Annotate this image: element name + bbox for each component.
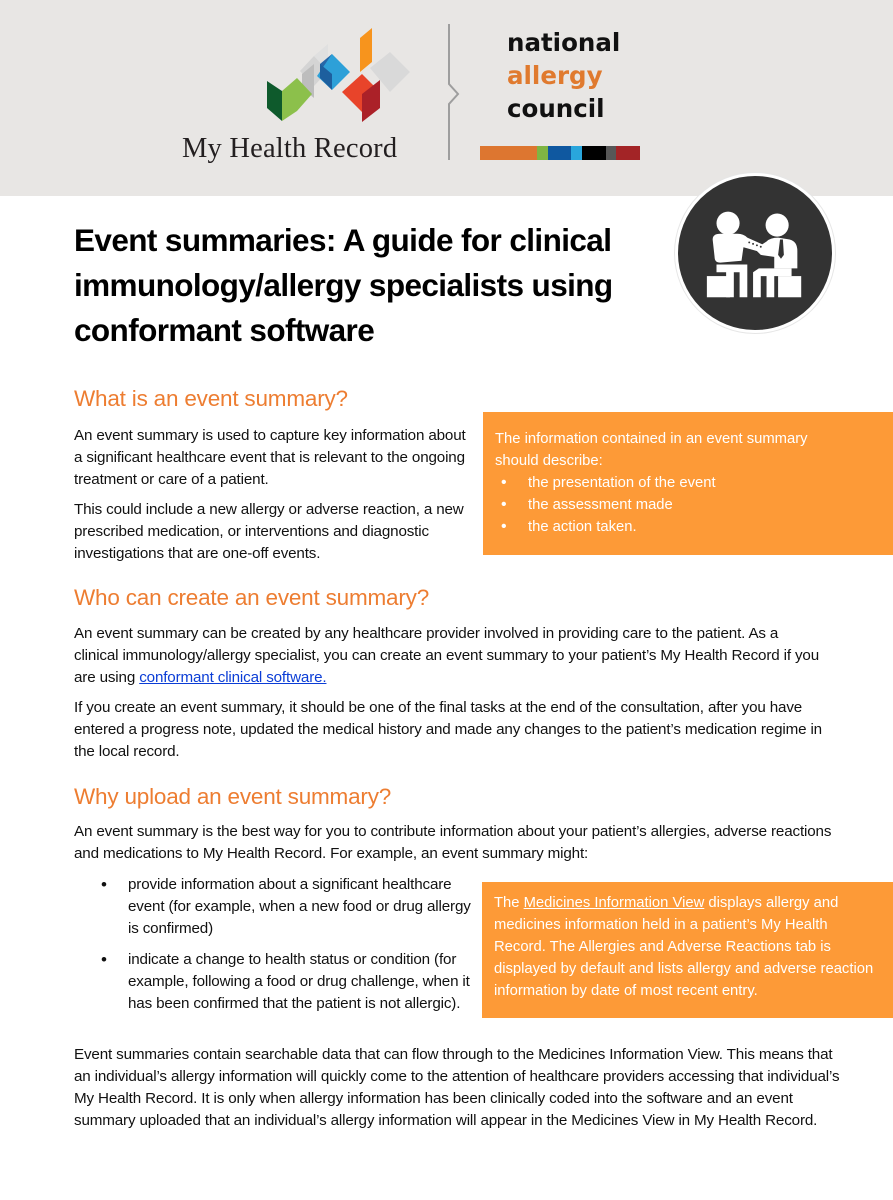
nac-colour-bar xyxy=(480,146,640,160)
callout-prefix: The xyxy=(494,895,524,911)
paragraph-what-is-1: An event summary is used to capture key information about a significant healthcare event that is relevant to the ongoing treatment or care of a patient. xyxy=(74,427,466,488)
section-heading-what-is: What is an event summary? xyxy=(74,386,348,411)
callout-suffix: displays allergy and medicines information held in a patient’s My Health Record. The Allergies and Adverse Reactions tab is displayed by default and lists allergy and adverse reaction information by date of most recent entry. xyxy=(494,895,874,999)
page-title xyxy=(74,218,634,353)
nac-line-allergy: allergy xyxy=(507,61,603,90)
nac-bar-segment xyxy=(537,146,548,160)
nac-bar-segment xyxy=(571,146,582,160)
national-allergy-council-logo xyxy=(507,26,620,125)
callout-item: • the assessment made xyxy=(495,494,881,516)
my-health-record-logo-icon xyxy=(262,26,422,126)
paragraph-why-upload-1: An event summary is the best way for you to contribute information about your patient’s allergies, adverse reactions and medications to My Health Record. For example, an event summary might: xyxy=(74,823,832,862)
section-heading-who-can: Who can create an event summary? xyxy=(74,585,430,610)
paragraph-who-can-2: If you create an event summary, it should be one of the final tasks at the end of the consultation, after you have entered a progress note, updated the medical history and made any changes to the patient’s medication regime in the local record. xyxy=(74,699,822,760)
nac-bar-segment xyxy=(606,146,616,160)
callout-medicines-information-view xyxy=(482,882,893,1018)
section-heading-why-upload: Why upload an event summary? xyxy=(74,784,392,809)
page-title-rest: : A guide for clinical immunology/allergy specialists using conformant software xyxy=(74,222,613,348)
paragraph-what-is-2: This could include a new allergy or adverse reaction, a new prescribed medication, or interventions and diagnostic investigations that are one-off events. xyxy=(74,501,464,562)
medicines-information-view-link[interactable]: Medicines Information View xyxy=(523,895,705,911)
page-title-bold: Event summaries xyxy=(74,222,326,258)
paragraph-who-can-1 xyxy=(74,623,824,689)
nac-bar-segment xyxy=(582,146,606,160)
bullet-item: • indicate a change to health status or condition (for example, following a food or drug challenge, when it has been confirmed that the patient is not allergic). xyxy=(74,949,474,1015)
paragraph-why-upload-2: Event summaries contain searchable data that can flow through to the Medicines Information View. This means that an individual’s allergy information will quickly come to the attention of healthcare providers accessing that individual’s My Health Record. It is only when allergy information has been clinically coded into the software and an event summary uploaded that an individual’s allergy information will appear in the Medicines View in My Health Record. xyxy=(74,1046,840,1129)
nac-bar-segment xyxy=(548,146,571,160)
my-health-record-wordmark: My Health Record xyxy=(182,133,398,164)
logo-divider xyxy=(440,22,470,162)
callout-intro: The information contained in an event summary should describe: xyxy=(495,431,808,469)
callout-event-summary-contents xyxy=(483,412,893,555)
header-band xyxy=(0,0,893,196)
nac-bar-segment xyxy=(480,146,537,160)
paragraph-who-can-1-text: An event summary can be created by any healthcare provider involved in providing care to the patient. As a clinical immunology/allergy specialist, you can create an event summary to your patient’s My Health Record if you are using xyxy=(74,625,820,686)
callout-item: • the presentation of the event xyxy=(495,472,881,494)
nac-bar-segment xyxy=(616,146,640,160)
conformant-software-link[interactable]: conformant clinical software. xyxy=(139,669,327,686)
nac-line-council: council xyxy=(507,94,605,123)
why-upload-bullet-list xyxy=(74,874,474,1024)
nac-line-national: national xyxy=(507,28,621,57)
bullet-item: • provide information about a significant healthcare event (for example, when a new food or drug allergy is confirmed) xyxy=(74,874,474,940)
consultation-icon xyxy=(675,173,835,333)
callout-list xyxy=(495,472,881,538)
callout-item: • the action taken. xyxy=(495,516,881,538)
